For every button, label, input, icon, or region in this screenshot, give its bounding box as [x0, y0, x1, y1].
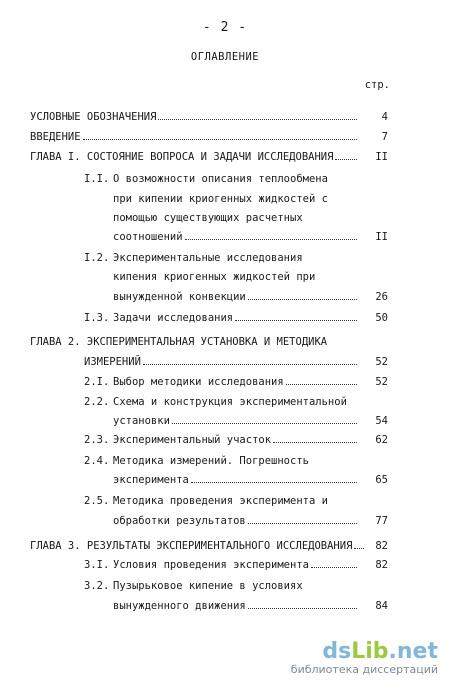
- toc-page-number: 4: [381, 111, 388, 123]
- toc-entry-text: эксперимента: [113, 474, 189, 486]
- leader-dots: [83, 139, 357, 140]
- leader-dots: [172, 423, 357, 424]
- toc-page-number: 65: [375, 474, 388, 486]
- leader-dots: [191, 482, 357, 483]
- toc-page-number: 82: [375, 559, 388, 571]
- toc-entry-text: Методика проведения эксперимента и: [113, 495, 328, 507]
- toc-title: ОГЛАВЛЕНИЕ: [190, 51, 260, 63]
- section-number: 2.3.: [84, 434, 110, 446]
- section-number: 2.4.: [84, 455, 110, 467]
- toc-entry-text: ГЛАВА 3. РЕЗУЛЬТАТЫ ЭКСПЕРИМЕНТАЛЬНОГО ИССЛЕДОВАНИЯ: [30, 540, 353, 552]
- toc-page-number: 84: [375, 600, 388, 612]
- leader-dots: [248, 608, 357, 609]
- leader-dots: [248, 523, 357, 524]
- toc-entry-text: ИЗМЕРЕНИЙ: [84, 356, 141, 368]
- toc-entry-symbols[interactable]: [30, 111, 360, 123]
- section-number: I.2.: [84, 252, 110, 264]
- toc-entry-text: Методика измерений. Погрешность: [113, 455, 309, 467]
- toc-entry-text: обработки результатов: [113, 515, 246, 527]
- toc-page-number: II: [375, 151, 388, 163]
- leader-dots: [158, 119, 357, 120]
- toc-entry-text: О возможности описания теплообмена: [113, 173, 328, 185]
- toc-entry-text: при кипении криогенных жидкостей с: [113, 193, 328, 205]
- leader-dots: [335, 159, 357, 160]
- leader-dots: [311, 567, 357, 568]
- toc-entry-text: Пузырьковое кипение в условиях: [113, 580, 303, 592]
- toc-page-number: 52: [375, 376, 388, 388]
- toc-entry-1-3[interactable]: [113, 312, 360, 324]
- section-number: 3.2.: [84, 580, 110, 592]
- leader-dots: [354, 548, 364, 549]
- toc-page-number: 26: [375, 291, 388, 303]
- leader-dots: [235, 320, 357, 321]
- pages-column-label: стр.: [364, 79, 390, 91]
- toc-entry-text: ГЛАВА 2. ЭКСПЕРИМЕНТАЛЬНАЯ УСТАНОВКА И МЕТОДИКА: [30, 336, 328, 348]
- toc-entry-2-4[interactable]: [113, 474, 360, 486]
- toc-page-number: 7: [381, 131, 388, 143]
- toc-entry-text: Схема и конструкция экспериментальной: [113, 396, 347, 408]
- toc-page-number: II: [375, 231, 388, 243]
- leader-dots: [286, 384, 357, 385]
- toc-entry-text: соотношений: [113, 231, 183, 243]
- toc-entry-3-2[interactable]: [113, 600, 360, 612]
- toc-entry-text: установки: [113, 415, 170, 427]
- toc-page-number: 77: [375, 515, 388, 527]
- toc-entry-chapter-2[interactable]: [84, 356, 360, 368]
- toc-entry-3-1[interactable]: [113, 559, 360, 571]
- toc-entry-text: ВВЕДЕНИЕ: [30, 131, 81, 143]
- toc-entry-text: ГЛАВА I. СОСТОЯНИЕ ВОПРОСА И ЗАДАЧИ ИССЛЕДОВАНИЯ: [30, 151, 334, 163]
- toc-entry-text: УСЛОВНЫЕ ОБОЗНАЧЕНИЯ: [30, 111, 157, 123]
- toc-entry-text: Экспериментальный участок: [113, 434, 272, 446]
- toc-page-number: 52: [375, 356, 388, 368]
- toc-page-number: 50: [375, 312, 388, 324]
- toc-page-number: 62: [375, 434, 388, 446]
- section-number: 3.I.: [84, 559, 110, 571]
- leader-dots: [248, 299, 357, 300]
- toc-entry-2-5[interactable]: [113, 515, 360, 527]
- leader-dots: [273, 442, 357, 443]
- toc-entry-2-3[interactable]: [113, 434, 360, 446]
- toc-entry-text: Условия проведения эксперимента: [113, 559, 309, 571]
- page-number: - 2 -: [202, 20, 248, 35]
- leader-dots: [143, 364, 357, 365]
- toc-entry-chapter-1[interactable]: [30, 151, 360, 163]
- dslib-watermark[interactable]: [291, 641, 438, 677]
- toc-entry-1-2[interactable]: [113, 291, 360, 303]
- section-number: I.3.: [84, 312, 110, 324]
- toc-entry-2-1[interactable]: [113, 376, 360, 388]
- toc-page-number: 54: [375, 415, 388, 427]
- toc-entry-2-2[interactable]: [113, 415, 360, 427]
- section-number: 2.5.: [84, 495, 110, 507]
- toc-entry-chapter-3[interactable]: [30, 540, 360, 552]
- toc-entry-1-1[interactable]: [113, 231, 360, 243]
- section-number: 2.2.: [84, 396, 110, 408]
- toc-entry-text: Экспериментальные исследования: [113, 252, 303, 264]
- toc-page-number: 82: [375, 540, 388, 552]
- toc-entry-text: помощью существующих расчетных: [113, 212, 303, 224]
- toc-entry-introduction[interactable]: [30, 131, 360, 143]
- leader-dots: [185, 239, 357, 240]
- dslib-logo: dsLib.net: [322, 639, 438, 664]
- toc-entry-text: вынужденной конвекции: [113, 291, 246, 303]
- section-number: I.I.: [84, 173, 110, 185]
- toc-entry-text: Задачи исследования: [113, 312, 234, 324]
- section-number: 2.I.: [84, 376, 110, 388]
- toc-entry-text: Выбор методики исследования: [113, 376, 284, 388]
- toc-entry-text: вынужденного движения: [113, 600, 246, 612]
- toc-entry-text: кипения криогенных жидкостей при: [113, 271, 316, 283]
- dslib-subtitle: библиотека диссертаций: [290, 663, 438, 676]
